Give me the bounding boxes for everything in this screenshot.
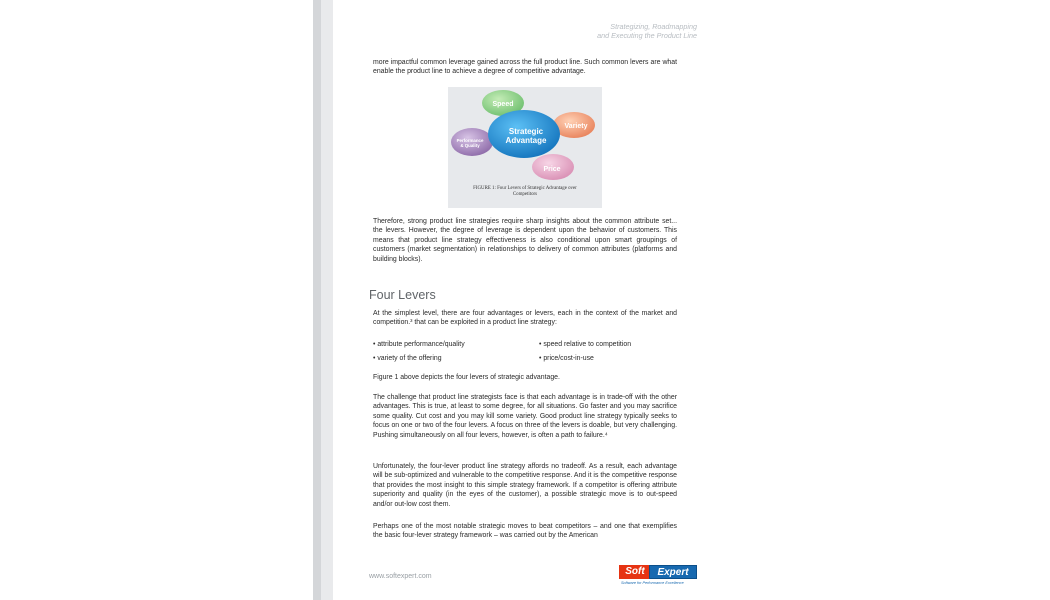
running-header xyxy=(597,22,697,40)
running-header-line1: Strategizing, Roadmapping xyxy=(610,22,697,31)
paragraph-unfortunately: Unfortunately, the four-lever product line strategy affords no tradeoff. As a result, each advantage will be sub-optimized and vulnerable to the competitive response. And it is the competitive response that provides the most insight to this simple strategy framework. If a competitor is offering attribute superiority and quality (in the eyes of the customer), a possible strategic move is to out-speed and/or out-low cost them. xyxy=(373,463,677,508)
paragraph-simplest: At the simplest level, there are four advantages or levers, each in the context of the market and competition.³ that can be exploited in a product line strategy: xyxy=(373,310,677,327)
bullet-item: • price/cost-in-use xyxy=(539,355,594,362)
viewer-page-shadow xyxy=(321,0,333,600)
section-title: Four Levers xyxy=(369,288,436,302)
running-header-line2: and Executing the Product Line xyxy=(597,31,697,40)
viewer-scroll-gutter xyxy=(313,0,321,600)
bullet-item: • speed relative to competition xyxy=(539,341,632,348)
performance-label-line2: & Quality xyxy=(460,143,480,148)
logo-tagline: Software for Performance Excellence xyxy=(621,581,684,585)
figure-caption-line2: Competitors xyxy=(512,192,538,198)
figure-caption-line1: FIGURE 1: Four Levers of Strategic Advantage over xyxy=(473,186,577,191)
logo-part2: Expert xyxy=(649,565,697,579)
paragraph-perhaps: Perhaps one of the most notable strategic moves to beat competitors – and one that exemplifies the basic four-lever strategy framework – was carried out by the American xyxy=(373,523,677,540)
paragraph-therefore: Therefore, strong product line strategies require sharp insights about the common attribute set... the levers. However, the degree of leverage is dependent upon the behavior of customers. This means that product line strategy effectiveness is also conditional upon smart groupings of customers (market segmentation) in relationships to delivery of common attributes (platforms and building blocks). xyxy=(373,218,677,263)
paragraph-intro: more impactful common leverage gained across the full product line. Such common levers are what enable the product line to achieve a degree of competitive advantage. xyxy=(373,59,677,76)
bullet-item: • attribute performance/quality xyxy=(373,341,465,348)
paragraph-figure-ref: Figure 1 above depicts the four levers of strategic advantage. xyxy=(373,374,560,381)
footer-url[interactable]: www.softexpert.com xyxy=(369,573,432,580)
bullet-item: • variety of the offering xyxy=(373,355,442,362)
figure-caption xyxy=(448,186,602,199)
softexpert-logo xyxy=(619,565,699,591)
price-label: Price xyxy=(543,166,561,173)
document-page xyxy=(333,0,717,600)
variety-label: Variety xyxy=(564,123,588,130)
performance-label-line1: Performance xyxy=(456,138,484,143)
speed-label: Speed xyxy=(492,101,514,108)
strategic-label-line2: Advantage xyxy=(505,136,547,145)
logo-part1: Soft xyxy=(619,565,651,579)
strategic-label-line1: Strategic xyxy=(508,127,544,136)
paragraph-challenge: The challenge that product line strategists face is that each advantage is in trade-off with the other advantages. This is true, at least to some degree, for all situations. Go faster and you may sacrifice some quality. Cut cost and you may kill some variety. Good product line strategy typically seeks to focus on one or two of the four levers. A focus on three of the levers is doable, but very challenging. Pushing simultaneously on all four levers, however, is often a path to failure.⁴ xyxy=(373,394,677,439)
figure-four-levers xyxy=(448,87,602,208)
